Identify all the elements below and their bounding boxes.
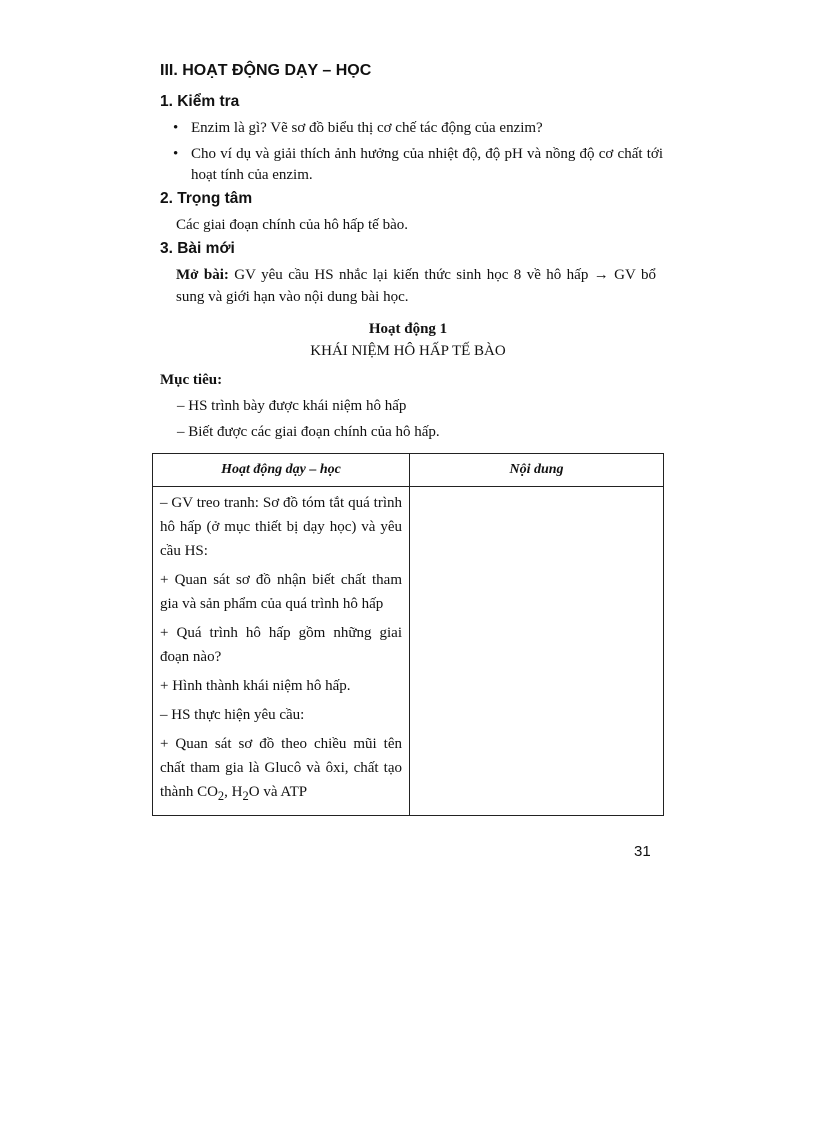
intro-label: Mở bài: <box>176 267 229 283</box>
activity-subtitle: KHÁI NIỆM HÔ HẤP TẾ BÀO <box>310 343 506 359</box>
check-heading: 1. Kiểm tra <box>160 93 240 110</box>
table-paragraph: – GV treo tranh: Sơ đồ tóm tắt quá trình hô hấp (ở mục thiết bị dạy học) và yêu cầu HS: <box>160 495 402 559</box>
focus-heading: 2. Trọng tâm <box>160 190 253 207</box>
table-paragraph: + Quá trình hô hấp gồm những giai đoạn nào? <box>160 625 402 665</box>
table-row <box>153 487 664 816</box>
check-bullet-text: Cho ví dụ và giải thích ảnh hưởng của nhiệt độ, độ pH và nồng độ cơ chất tới hoạt tính của enzim. <box>191 146 663 183</box>
col-header-activities: Hoạt động dạy – học <box>153 454 410 487</box>
table-paragraph: – HS thực hiện yêu cầu: <box>160 707 305 723</box>
intro-text: GV yêu cầu HS nhắc lại kiến thức sinh học 8 về hô hấp → GV bổ sung và giới hạn vào nội dung bài học. <box>176 267 656 305</box>
new-lesson-heading: 3. Bài mới <box>160 240 235 257</box>
col-header-content: Nội dung <box>410 454 664 487</box>
table-paragraph-last <box>160 732 402 808</box>
check-bullet-2 <box>173 144 663 186</box>
objective-item: – Biết được các giai đoạn chính của hô hấp. <box>177 424 440 440</box>
page-number: 31 <box>634 843 651 860</box>
section-heading: III. HOẠT ĐỘNG DẠY – HỌC <box>160 62 372 79</box>
last-prefix: + Quan sát sơ đồ theo chiều mũi tên chất tham gia là Glucô và ôxi, chất tạo thành CO <box>160 736 402 800</box>
objectives-label: Mục tiêu: <box>160 372 223 388</box>
activity-table <box>152 453 664 816</box>
check-bullet-text: Enzim là gì? Vẽ sơ đồ biểu thị cơ chế tác động của enzim? <box>191 120 543 136</box>
objective-item: – HS trình bày được khái niệm hô hấp <box>177 398 407 414</box>
bullet-icon: • <box>173 120 179 136</box>
subscript: 2 <box>242 789 249 803</box>
check-bullet-1 <box>173 118 663 139</box>
bullet-icon: • <box>173 146 179 162</box>
table-paragraph: + Hình thành khái niệm hô hấp. <box>160 678 351 694</box>
new-lesson-intro <box>176 264 656 308</box>
last-suffix: O và ATP <box>248 784 308 800</box>
activities-cell <box>153 487 410 816</box>
last-mid: , H <box>224 784 243 800</box>
table-paragraph: + Quan sát sơ đồ nhận biết chất tham gia và sản phẩm của quá trình hô hấp <box>160 572 402 612</box>
table-header-row <box>153 454 664 487</box>
activity-title: Hoạt động 1 <box>368 321 448 337</box>
content-cell <box>410 487 664 816</box>
subscript: 2 <box>217 789 225 803</box>
focus-text: Các giai đoạn chính của hô hấp tế bào. <box>176 217 409 233</box>
